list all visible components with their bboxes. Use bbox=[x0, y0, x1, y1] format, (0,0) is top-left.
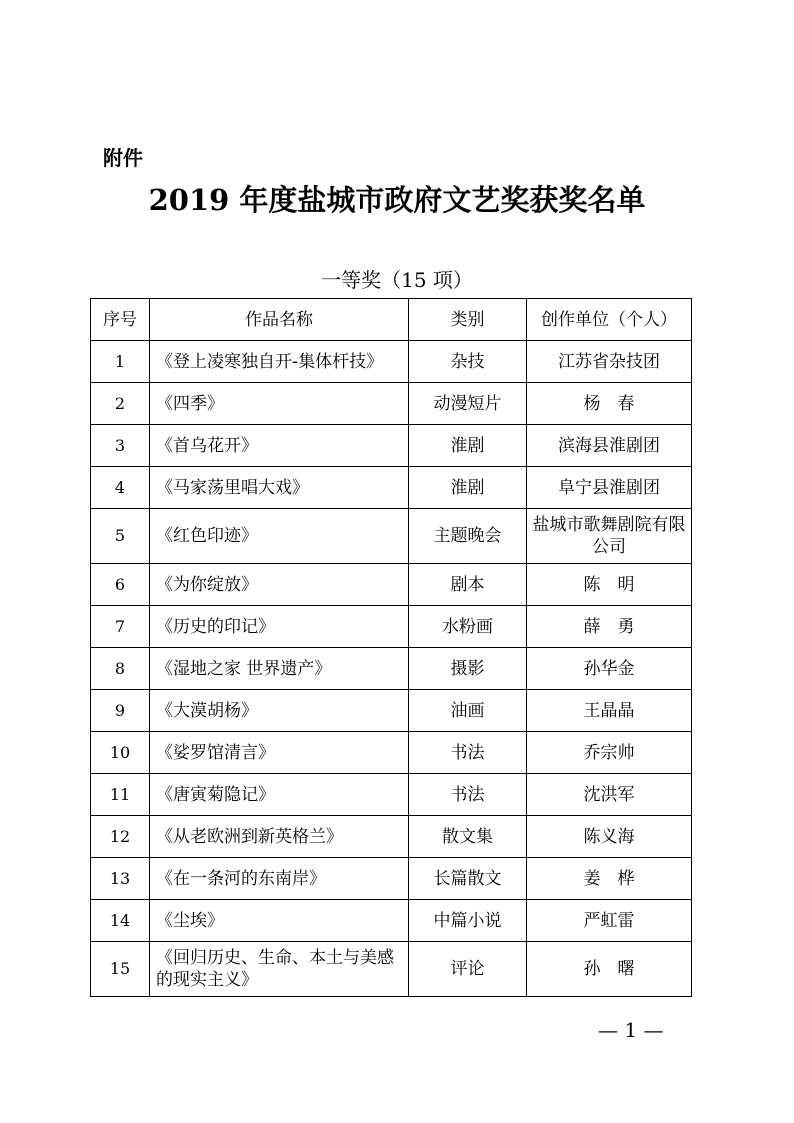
row-author: 乔宗帅 bbox=[527, 732, 692, 774]
document-title: 2019 年度盐城市政府文艺奖获奖名单 bbox=[148, 183, 646, 217]
row-work: 《唐寅菊隐记》 bbox=[150, 774, 409, 816]
row-category: 散文集 bbox=[409, 816, 527, 858]
section-title: 一等奖（15 项） bbox=[321, 268, 473, 292]
row-category: 摄影 bbox=[409, 648, 527, 690]
row-author: 王晶晶 bbox=[527, 690, 692, 732]
table-row bbox=[91, 509, 692, 564]
table-row bbox=[91, 816, 692, 858]
row-category: 油画 bbox=[409, 690, 527, 732]
row-work: 《在一条河的东南岸》 bbox=[150, 858, 409, 900]
row-work: 《马家荡里唱大戏》 bbox=[150, 467, 409, 509]
header-author: 创作单位（个人） bbox=[527, 299, 692, 341]
row-seq: 14 bbox=[91, 900, 150, 942]
table-row bbox=[91, 425, 692, 467]
row-category: 书法 bbox=[409, 774, 527, 816]
row-author: 杨 春 bbox=[527, 383, 692, 425]
row-seq: 15 bbox=[91, 942, 150, 997]
table-row bbox=[91, 606, 692, 648]
table-header-row bbox=[91, 299, 692, 341]
row-author: 孙 曙 bbox=[527, 942, 692, 997]
table-row bbox=[91, 341, 692, 383]
row-seq: 7 bbox=[91, 606, 150, 648]
row-work: 《尘埃》 bbox=[150, 900, 409, 942]
row-seq: 4 bbox=[91, 467, 150, 509]
row-seq: 6 bbox=[91, 564, 150, 606]
row-author: 阜宁县淮剧团 bbox=[527, 467, 692, 509]
row-seq: 8 bbox=[91, 648, 150, 690]
row-seq: 5 bbox=[91, 509, 150, 564]
row-author: 严虹雷 bbox=[527, 900, 692, 942]
table-row bbox=[91, 858, 692, 900]
header-work: 作品名称 bbox=[150, 299, 409, 341]
row-author: 江苏省杂技团 bbox=[527, 341, 692, 383]
row-seq: 10 bbox=[91, 732, 150, 774]
table-row bbox=[91, 648, 692, 690]
row-author: 陈义海 bbox=[527, 816, 692, 858]
row-author: 滨海县淮剧团 bbox=[527, 425, 692, 467]
row-work: 《大漠胡杨》 bbox=[150, 690, 409, 732]
row-seq: 2 bbox=[91, 383, 150, 425]
row-work: 《为你绽放》 bbox=[150, 564, 409, 606]
page-number: — 1 — bbox=[598, 1018, 664, 1042]
header-category: 类别 bbox=[409, 299, 527, 341]
table-row bbox=[91, 467, 692, 509]
row-author: 孙华金 bbox=[527, 648, 692, 690]
table-row bbox=[91, 383, 692, 425]
row-category: 中篇小说 bbox=[409, 900, 527, 942]
row-seq: 1 bbox=[91, 341, 150, 383]
row-category: 主题晚会 bbox=[409, 509, 527, 564]
row-category: 动漫短片 bbox=[409, 383, 527, 425]
row-category: 淮剧 bbox=[409, 425, 527, 467]
row-category: 长篇散文 bbox=[409, 858, 527, 900]
row-work: 《四季》 bbox=[150, 383, 409, 425]
row-seq: 3 bbox=[91, 425, 150, 467]
table-row bbox=[91, 564, 692, 606]
row-author: 薛 勇 bbox=[527, 606, 692, 648]
row-author: 盐城市歌舞剧院有限公司 bbox=[527, 509, 692, 564]
row-work: 《首乌花开》 bbox=[150, 425, 409, 467]
row-author: 陈 明 bbox=[527, 564, 692, 606]
row-seq: 9 bbox=[91, 690, 150, 732]
table-row bbox=[91, 690, 692, 732]
row-author: 姜 桦 bbox=[527, 858, 692, 900]
row-work: 《娑罗馆清言》 bbox=[150, 732, 409, 774]
row-category: 评论 bbox=[409, 942, 527, 997]
row-category: 书法 bbox=[409, 732, 527, 774]
row-work: 《从老欧洲到新英格兰》 bbox=[150, 816, 409, 858]
row-work: 《历史的印记》 bbox=[150, 606, 409, 648]
table-row bbox=[91, 732, 692, 774]
row-author: 沈洪军 bbox=[527, 774, 692, 816]
row-category: 杂技 bbox=[409, 341, 527, 383]
row-category: 水粉画 bbox=[409, 606, 527, 648]
row-seq: 11 bbox=[91, 774, 150, 816]
attachment-label: 附件 bbox=[103, 146, 143, 170]
row-seq: 12 bbox=[91, 816, 150, 858]
row-work: 《登上凌寒独自开-集体杆技》 bbox=[150, 341, 409, 383]
header-seq: 序号 bbox=[91, 299, 150, 341]
table-row bbox=[91, 774, 692, 816]
row-work: 《湿地之家 世界遗产》 bbox=[150, 648, 409, 690]
row-category: 剧本 bbox=[409, 564, 527, 606]
row-category: 淮剧 bbox=[409, 467, 527, 509]
row-seq: 13 bbox=[91, 858, 150, 900]
table-row bbox=[91, 942, 692, 997]
row-work: 《红色印迹》 bbox=[150, 509, 409, 564]
awards-table bbox=[90, 298, 692, 997]
table-row bbox=[91, 900, 692, 942]
row-work: 《回归历史、生命、本土与美感的现实主义》 bbox=[150, 942, 409, 997]
